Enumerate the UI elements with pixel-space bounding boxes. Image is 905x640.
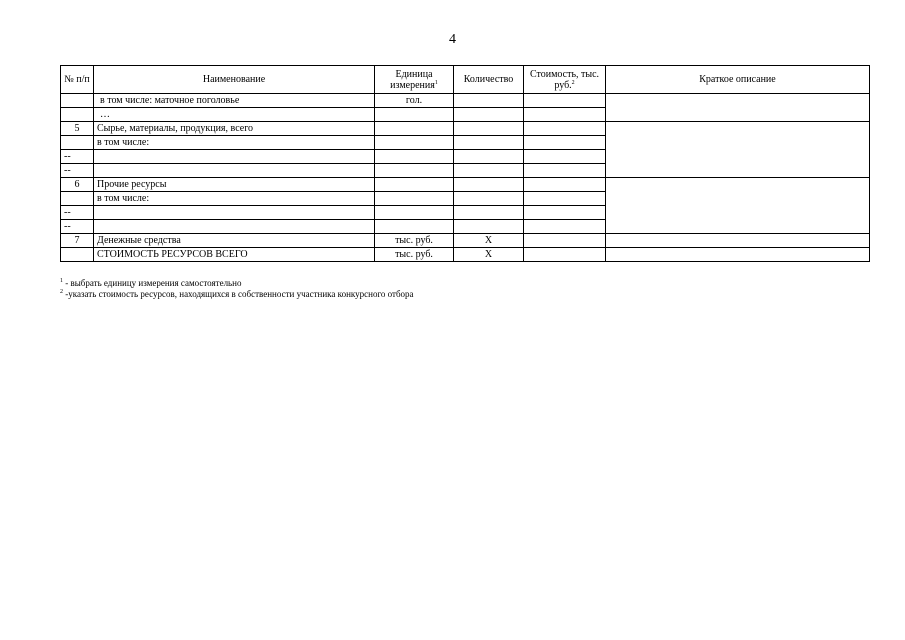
header-unit (375, 66, 454, 94)
cell-cost (524, 136, 606, 150)
cell-unit (375, 178, 454, 192)
header-cost-text: Стоимость, тыс. руб. (529, 68, 600, 91)
footnote-2-mark: 2 (60, 289, 63, 295)
cell-name (94, 206, 375, 220)
cell-qty (454, 94, 524, 108)
cell-cost (524, 248, 606, 262)
cell-unit (375, 192, 454, 206)
header-cost (524, 66, 606, 94)
footnote-2-text: -указать стоимость ресурсов, находящихся в собственности участника конкурсного отбора (63, 289, 414, 299)
header-qty: Количество (454, 66, 524, 94)
cell-unit (375, 136, 454, 150)
cell-qty (454, 164, 524, 178)
header-desc: Краткое описание (606, 66, 870, 94)
cell-qty (454, 220, 524, 234)
cell-num: 7 (61, 234, 94, 248)
footnote-2 (60, 289, 414, 300)
cell-unit (375, 150, 454, 164)
cell-num: -- (61, 150, 94, 164)
table-row (61, 122, 870, 136)
cell-desc-group-5 (606, 122, 870, 178)
cell-desc-group-1 (606, 94, 870, 122)
cell-unit (375, 164, 454, 178)
cell-cost (524, 178, 606, 192)
header-unit-footnote-mark: 1 (434, 79, 438, 86)
cell-unit: тыс. руб. (375, 248, 454, 262)
table-header-row (61, 66, 870, 94)
cell-cost (524, 150, 606, 164)
cell-name (94, 150, 375, 164)
cell-name (94, 220, 375, 234)
cell-num: 5 (61, 122, 94, 136)
cell-unit (375, 220, 454, 234)
footnote-1-mark: 1 (60, 278, 63, 284)
cell-qty (454, 108, 524, 122)
cell-cost (524, 192, 606, 206)
cell-desc (606, 234, 870, 248)
footnote-1-text: - выбрать единицу измерения самостоятельно (63, 278, 242, 288)
cell-num: -- (61, 164, 94, 178)
cell-cost (524, 206, 606, 220)
cell-unit (375, 108, 454, 122)
resources-table (60, 65, 870, 262)
cell-qty: Х (454, 234, 524, 248)
cell-cost (524, 122, 606, 136)
cell-name: Денежные средства (94, 234, 375, 248)
cell-name-total: СТОИМОСТЬ РЕСУРСОВ ВСЕГО (94, 248, 375, 262)
cell-num (61, 94, 94, 108)
cell-qty: Х (454, 248, 524, 262)
cell-cost (524, 220, 606, 234)
cell-num (61, 136, 94, 150)
cell-unit (375, 122, 454, 136)
cell-qty (454, 206, 524, 220)
cell-unit: тыс. руб. (375, 234, 454, 248)
header-num: № п/п (61, 66, 94, 94)
cell-qty (454, 150, 524, 164)
table-row (61, 234, 870, 248)
cell-num (61, 108, 94, 122)
cell-name: Сырье, материалы, продукция, всего (94, 122, 375, 136)
cell-cost (524, 94, 606, 108)
cell-name: в том числе: (94, 192, 375, 206)
footnotes (60, 278, 414, 300)
header-unit-text: Единица измерения (390, 68, 435, 91)
cell-unit (375, 206, 454, 220)
cell-num (61, 248, 94, 262)
table-row-total (61, 248, 870, 262)
cell-unit: гол. (375, 94, 454, 108)
cell-name: … (94, 108, 375, 122)
cell-qty (454, 122, 524, 136)
cell-name: в том числе: маточное поголовье (94, 94, 375, 108)
cell-name: в том числе: (94, 136, 375, 150)
table-row (61, 178, 870, 192)
cell-qty (454, 178, 524, 192)
header-name: Наименование (94, 66, 375, 94)
cell-name: Прочие ресурсы (94, 178, 375, 192)
cell-qty (454, 192, 524, 206)
cell-desc (606, 248, 870, 262)
cell-num: 6 (61, 178, 94, 192)
header-cost-footnote-mark: 2 (571, 79, 575, 86)
cell-num: -- (61, 220, 94, 234)
cell-num (61, 192, 94, 206)
footnote-1 (60, 278, 414, 289)
table-row (61, 94, 870, 108)
cell-name (94, 164, 375, 178)
cell-cost (524, 164, 606, 178)
cell-num: -- (61, 206, 94, 220)
cell-cost (524, 108, 606, 122)
cell-cost (524, 234, 606, 248)
cell-desc-group-6 (606, 178, 870, 234)
cell-qty (454, 136, 524, 150)
page-number: 4 (449, 32, 456, 47)
